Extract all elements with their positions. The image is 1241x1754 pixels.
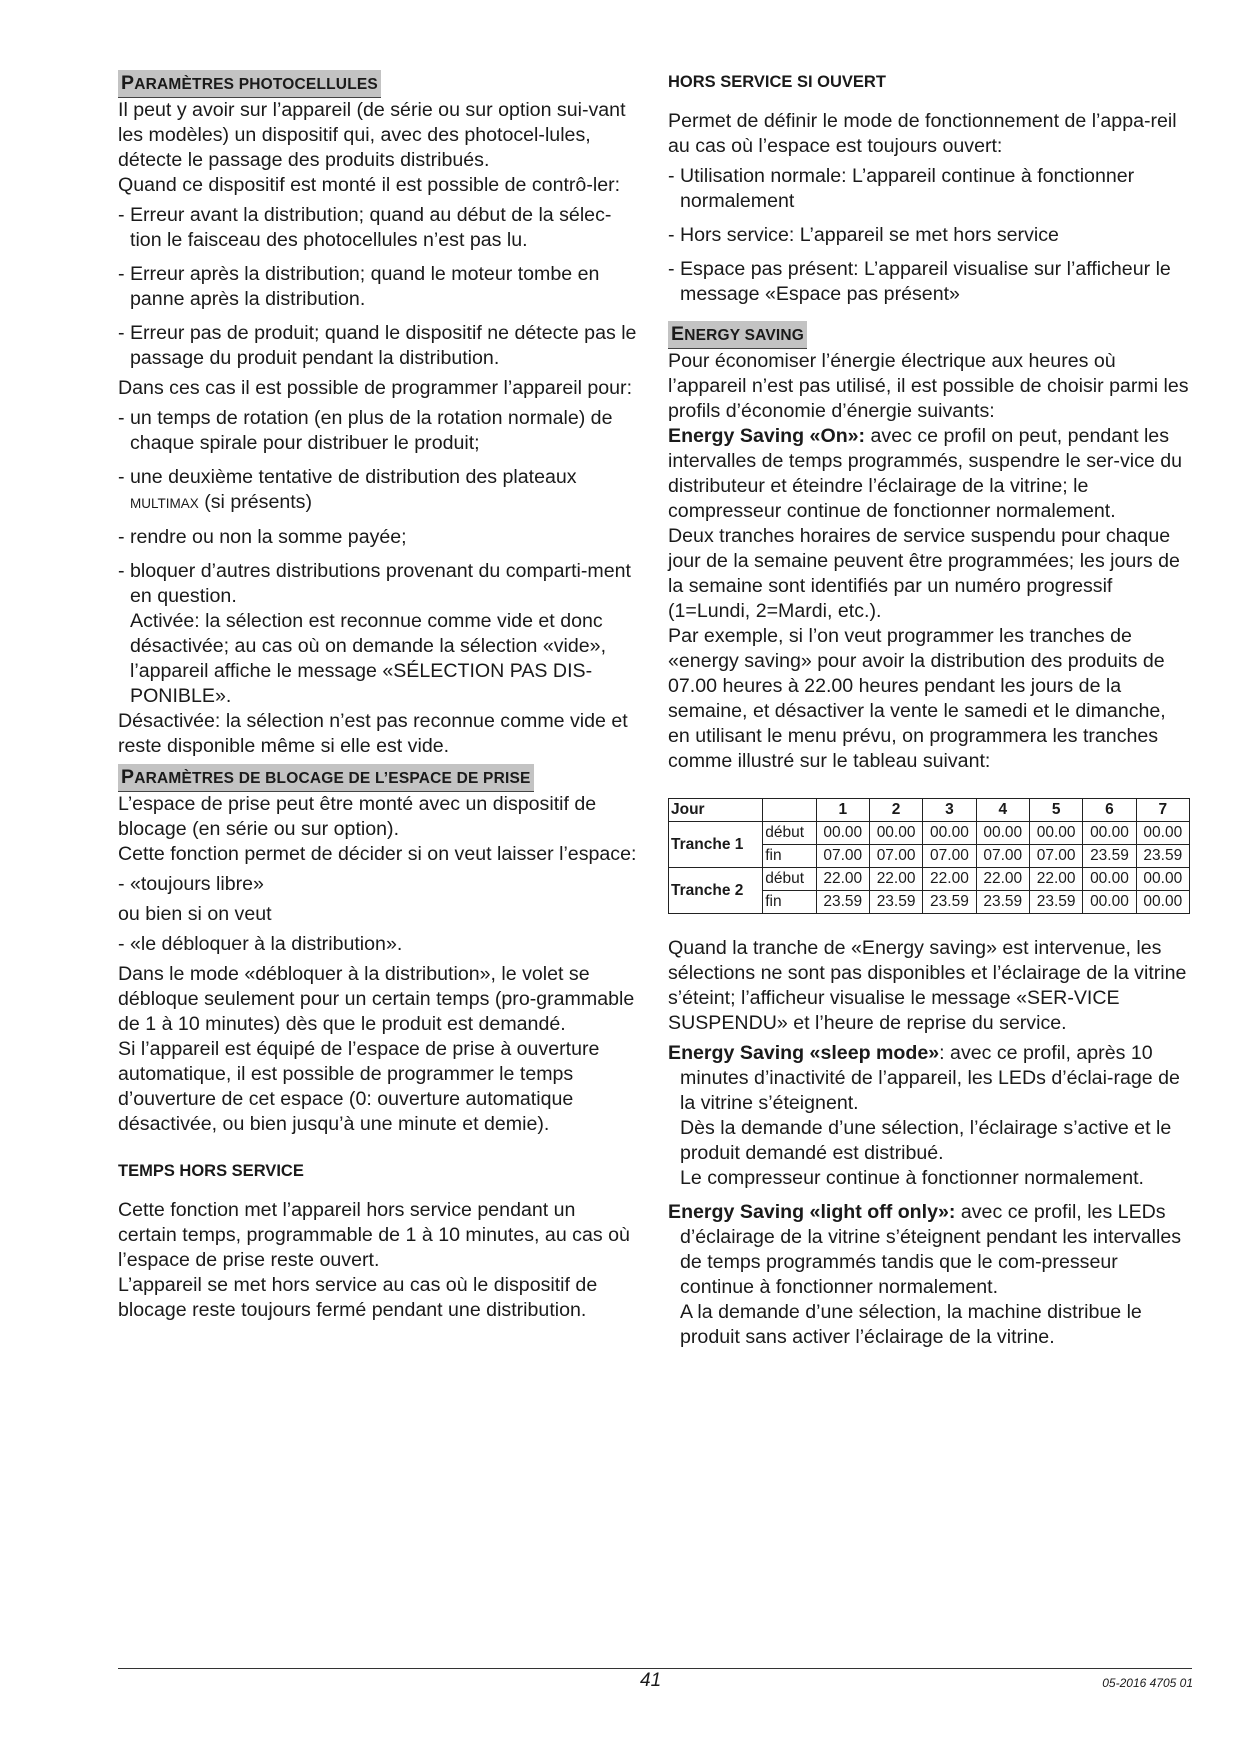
paragraph: Permet de définir le mode de fonctionnement de l’appa-reil au cas où l’espace est toujours ouvert: bbox=[668, 110, 1177, 157]
table-cell-tranche: Tranche 1 bbox=[669, 822, 763, 868]
paragraph: Quand la tranche de «Energy saving» est intervenue, les sélections ne sont pas disponibles et l’éclairage de la vitrine s’éteint; l’afficheur visualise le message «SER-VICE SUSPENDU» et l’heure de reprise du service. bbox=[668, 937, 1187, 1034]
table-cell: 07.00 bbox=[976, 845, 1029, 868]
table-cell-tranche: Tranche 2 bbox=[669, 868, 763, 914]
table-cell-fin: fin bbox=[763, 891, 816, 914]
table-header-day: 6 bbox=[1083, 799, 1136, 822]
table-cell: 00.00 bbox=[976, 822, 1029, 845]
table-cell: 23.59 bbox=[816, 891, 869, 914]
paragraph: Si l’appareil est équipé de l’espace de prise à ouverture automatique, il est possible de programmer le temps d’ouverture de cet espace (0: ouverture automatique désactivée, ou bien jusqu’à une minute et demie). bbox=[118, 1038, 600, 1135]
paragraph: A la demande d’une sélection, la machine distribue le produit sans activer l’éclairage de la vitrine. bbox=[680, 1301, 1142, 1348]
paragraph: Dans ces cas il est possible de programmer l’appareil pour: bbox=[118, 377, 633, 399]
table-cell: 23.59 bbox=[1083, 845, 1136, 868]
table-cell: 07.00 bbox=[1029, 845, 1082, 868]
paragraph: Activée: la sélection est reconnue comme vide et donc désactivée; au cas où on demande la sélection «vide», l’appareil affiche le message «SÉLECTION PAS DIS-PONIBLE». bbox=[130, 610, 607, 707]
paragraph: ou bien si on veut bbox=[118, 903, 272, 925]
table-cell: 00.00 bbox=[1083, 822, 1136, 845]
document-code: 05-2016 4705 01 bbox=[1102, 1676, 1193, 1690]
list-item: - une deuxième tentative de distribution des plateaux MULTIMAX (si présents) bbox=[118, 466, 577, 513]
table-header-blank bbox=[763, 799, 816, 822]
table-cell: 22.00 bbox=[869, 868, 922, 891]
table-cell-debut: début bbox=[763, 868, 816, 891]
paragraph: Désactivée: la sélection n’est pas reconnue comme vide et reste disponible même si elle est vide. bbox=[118, 710, 628, 757]
table-cell: 22.00 bbox=[1029, 868, 1082, 891]
table-cell: 07.00 bbox=[923, 845, 976, 868]
section-heading-photocellules: PARAMÈTRES PHOTOCELLULES bbox=[118, 70, 381, 98]
table-cell: 00.00 bbox=[1136, 868, 1189, 891]
paragraph: Cette fonction met l’appareil hors service pendant un certain temps, programmable de 1 à 10 minutes, au cas où l’espace de prise reste ouvert. bbox=[118, 1199, 630, 1271]
table-cell: 00.00 bbox=[1136, 891, 1189, 914]
table-cell: 23.59 bbox=[976, 891, 1029, 914]
list-item: - Erreur après la distribution; quand le moteur tombe en panne après la distribution. bbox=[118, 263, 600, 310]
list-item: Energy Saving «light off only»: avec ce profil, les LEDs d’éclairage de la vitrine s’éteignent pendant les intervalles de temps programmés tandis que le com-presseur continue à fonctionner normalement. bbox=[668, 1201, 1182, 1298]
table-cell: 23.59 bbox=[869, 891, 922, 914]
table-row bbox=[669, 799, 1190, 822]
list-item: - Erreur pas de produit; quand le dispositif ne détecte pas le passage du produit pendant la distribution. bbox=[118, 322, 637, 369]
table-cell: 00.00 bbox=[1083, 868, 1136, 891]
paragraph: Pour économiser l’énergie électrique aux heures où l’appareil n’est pas utilisé, il est possible de choisir parmi les profils d’économie d’énergie suivants: bbox=[668, 350, 1189, 422]
table-cell: 07.00 bbox=[869, 845, 922, 868]
paragraph: L’appareil se met hors service au cas où le dispositif de blocage reste toujours fermé pendant une distribution. bbox=[118, 1274, 598, 1321]
table-header-day: 7 bbox=[1136, 799, 1189, 822]
paragraph: Le compresseur continue à fonctionner normalement. bbox=[680, 1167, 1144, 1189]
section-heading-blocage: PARAMÈTRES DE BLOCAGE DE L’ESPACE DE PRISE bbox=[118, 764, 534, 792]
list-item: Energy Saving «sleep mode»: avec ce profil, après 10 minutes d’inactivité de l’appareil, les LEDs d’éclai-rage de la vitrine s’éteignent. bbox=[668, 1042, 1180, 1114]
paragraph: Dans le mode «débloquer à la distribution», le volet se débloque seulement pour un certain temps (pro-grammable de 1 à 10 minutes) dès que le produit est demandé. bbox=[118, 963, 635, 1035]
table-cell: 00.00 bbox=[1029, 822, 1082, 845]
subheading-temps-hors-service: TEMPS HORS SERVICE bbox=[118, 1162, 304, 1180]
table-cell: 00.00 bbox=[1136, 822, 1189, 845]
list-item: - Erreur avant la distribution; quand au début de la sélec-tion le faisceau des photocellules n’est pas lu. bbox=[118, 204, 612, 251]
left-column bbox=[118, 70, 638, 1323]
table-cell: 22.00 bbox=[976, 868, 1029, 891]
paragraph: Cette fonction permet de décider si on veut laisser l’espace: bbox=[118, 843, 637, 865]
section-heading-energy-saving: ENERGY SAVING bbox=[668, 321, 807, 349]
table-cell: 22.00 bbox=[816, 868, 869, 891]
table-cell: 00.00 bbox=[816, 822, 869, 845]
table-cell: 00.00 bbox=[923, 822, 976, 845]
table-header-day: 5 bbox=[1029, 799, 1082, 822]
list-item: - Utilisation normale: L’appareil continue à fonctionner normalement bbox=[668, 165, 1135, 212]
table-cell: 00.00 bbox=[1083, 891, 1136, 914]
paragraph: Il peut y avoir sur l’appareil (de série ou sur option sui-vant les modèles) un dispositif qui, avec des photocel-lules, détecte le passage des produits distribués. bbox=[118, 99, 626, 171]
table-row bbox=[669, 822, 1190, 845]
table-cell: 23.59 bbox=[1029, 891, 1082, 914]
paragraph: Par exemple, si l’on veut programmer les tranches de «energy saving» pour avoir la distribution des produits de 07.00 heures à 22.00 heures pendant les jours de la semaine, et désactiver la vente le samedi et le dimanche, en utilisant le menu prévu, on programmera les tranches comme illustré sur le tableau suivant: bbox=[668, 625, 1166, 772]
table-cell: 22.00 bbox=[923, 868, 976, 891]
table-header-day: 1 bbox=[816, 799, 869, 822]
energy-saving-table bbox=[668, 798, 1190, 914]
list-item: - un temps de rotation (en plus de la rotation normale) de chaque spirale pour distribuer le produit; bbox=[118, 407, 613, 454]
table-header-day: 2 bbox=[869, 799, 922, 822]
paragraph: Quand ce dispositif est monté il est possible de contrô-ler: bbox=[118, 174, 621, 196]
list-item: - Hors service: L’appareil se met hors service bbox=[668, 224, 1059, 246]
footer-divider bbox=[118, 1668, 1192, 1669]
table-cell: 00.00 bbox=[869, 822, 922, 845]
list-item: - «le débloquer à la distribution». bbox=[118, 933, 403, 955]
right-column bbox=[668, 70, 1190, 1350]
table-cell: 07.00 bbox=[816, 845, 869, 868]
list-item: - bloquer d’autres distributions provenant du comparti-ment en question. bbox=[118, 560, 631, 607]
paragraph: Energy Saving «On»: avec ce profil on peut, pendant les intervalles de temps programmés, suspendre le ser-vice du distributeur et éteindre l’éclairage de la vitrine; le compresseur continue de fonctionner normalement. bbox=[668, 425, 1183, 522]
table-header-day: 4 bbox=[976, 799, 1029, 822]
list-item: - rendre ou non la somme payée; bbox=[118, 526, 407, 548]
list-item: - Espace pas présent: L’appareil visualise sur l’afficheur le message «Espace pas présent» bbox=[668, 258, 1171, 305]
table-cell-fin: fin bbox=[763, 845, 816, 868]
paragraph: Dès la demande d’une sélection, l’éclairage s’active et le produit demandé est distribué. bbox=[680, 1117, 1172, 1164]
table-header-day: 3 bbox=[923, 799, 976, 822]
table-row bbox=[669, 868, 1190, 891]
list-item: - «toujours libre» bbox=[118, 873, 264, 895]
paragraph: Deux tranches horaires de service suspendu pour chaque jour de la semaine peuvent être programmées; les jours de la semaine sont identifiés par un numéro progressif (1=Lundi, 2=Mardi, etc.). bbox=[668, 525, 1180, 622]
table-cell: 23.59 bbox=[923, 891, 976, 914]
page-number: 41 bbox=[640, 1670, 662, 1691]
table-cell: 23.59 bbox=[1136, 845, 1189, 868]
table-cell-debut: début bbox=[763, 822, 816, 845]
paragraph: L’espace de prise peut être monté avec un dispositif de blocage (en série ou sur option). bbox=[118, 793, 597, 840]
table-header-jour: Jour bbox=[669, 799, 763, 822]
subheading-hors-service-si-ouvert: HORS SERVICE SI OUVERT bbox=[668, 73, 886, 91]
